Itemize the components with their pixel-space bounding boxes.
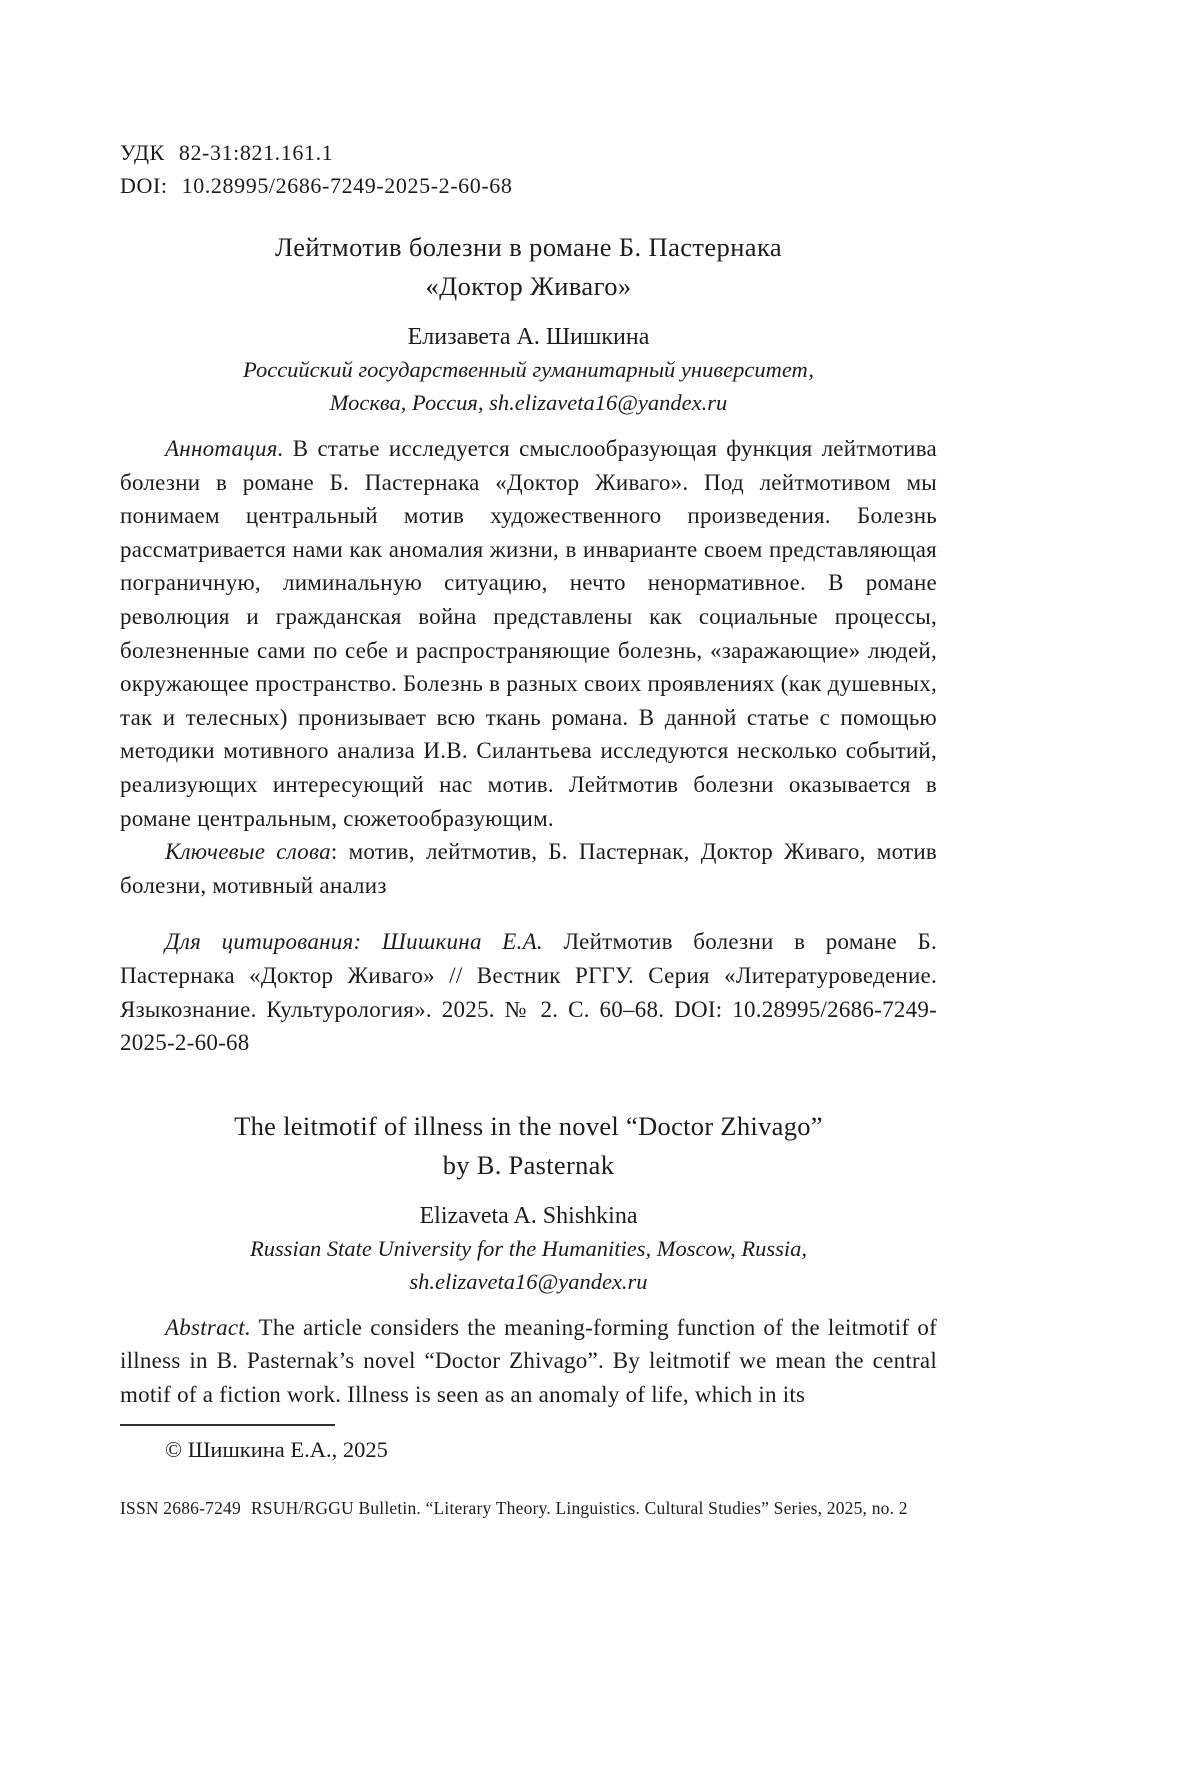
article-title-en: [120, 1107, 937, 1185]
citation-ru: [120, 925, 937, 1059]
page-footer: [120, 1496, 937, 1520]
abstract-ru-label: Аннотация.: [165, 436, 284, 461]
footer-issn: ISSN 2686-7249: [120, 1498, 241, 1518]
abstract-en: [120, 1311, 937, 1412]
udc-value: 82-31:821.161.1: [178, 140, 334, 165]
article-title-en-line2: by B. Pasternak: [442, 1149, 615, 1180]
keywords-ru-text: : мотив, лейтмотив, Б. Пастернак, Доктор Живаго, мотив болезни, мотивный анализ: [120, 839, 937, 898]
abstract-ru: [120, 432, 937, 835]
article-title-ru: [120, 228, 937, 306]
author-name-en: Elizaveta A. Shishkina: [419, 1202, 638, 1229]
udc-line: [120, 136, 937, 169]
doi-line: [120, 169, 937, 202]
keywords-ru-label: Ключевые слова: [165, 839, 331, 865]
abstract-en-label: Abstract.: [165, 1314, 251, 1340]
affiliation-en-line1: Russian State University for the Humanities, Moscow, Russia,: [249, 1235, 808, 1261]
doi-value: 10.28995/2686-7249-2025-2-60-68: [181, 173, 513, 198]
copyright-note: © Шишкина Е.А., 2025: [165, 1437, 388, 1463]
abstract-en-text: The article considers the meaning-forming function of the leitmotif of illness in B. Pasternak’s novel “Doctor Zhivago”. By leitmotif we mean the central motif of a fiction work. Illness is seen as an anomaly of life, which in its: [120, 1314, 937, 1407]
abstract-ru-text: В статье исследуется смыслообразующая функция лейтмотива болезни в романе Б. Пастернака «Доктор Живаго». Под лейтмотивом мы понимаем центральный мотив художественного произведения. Болезнь рассматривается нами как аномалия жизни, в инварианте своем представляющая пограничную, лиминальную ситуацию, нечто ненормативное. В романе революция и гражданская война представлены как социальные процессы, болезненные сами по себе и распространяющие болезнь, «заражающие» людей, окружающее пространство. Болезнь в разных своих проявлениях (как душевных, так и телесных) пронизывает всю ткань романа. В данной статье с помощью методики мотивного анализа И.В. Силантьева исследуются несколько событий, реализующих интересующий нас мотив. Лейтмотив болезни оказывается в романе центральным, сюжетообразующим.: [120, 436, 938, 831]
article-title-ru-line1: Лейтмотив болезни в романе Б. Пастернака: [275, 232, 782, 262]
footer-series-text: RSUH/RGGU Bulletin. “Literary Theory. Linguistics. Cultural Studies” Series, 2025, no. 2: [250, 1498, 908, 1518]
doi-label: DOI:: [120, 173, 168, 198]
keywords-ru: [120, 835, 937, 902]
affiliation-ru-line1: Российский государственный гуманитарный университет,: [243, 357, 814, 382]
citation-ru-label: Для цитирования: Шишкина Е.А.: [165, 929, 543, 955]
article-title-ru-line2: «Доктор Живаго»: [425, 271, 632, 301]
author-name-ru: Елизавета А. Шишкина: [407, 324, 650, 350]
article-title-en-line1: The leitmotif of illness in the novel “Doctor Zhivago”: [234, 1110, 823, 1141]
udc-label: УДК: [120, 140, 165, 165]
citation-ru-text: Лейтмотив болезни в романе Б. Пастернака «Доктор Живаго» // Вестник РГГУ. Серия «Литературоведение. Языкознание. Культурология». 2025. № 2. С. 60–68. DOI: 10.28995/2686-7249-2025-2-60-68: [120, 929, 938, 1056]
affiliation-en-line2: sh.elizaveta16@yandex.ru: [409, 1268, 648, 1294]
footnote-divider: [120, 1424, 335, 1426]
affiliation-ru-line2: Москва, Россия, sh.elizaveta16@yandex.ru: [329, 390, 728, 415]
